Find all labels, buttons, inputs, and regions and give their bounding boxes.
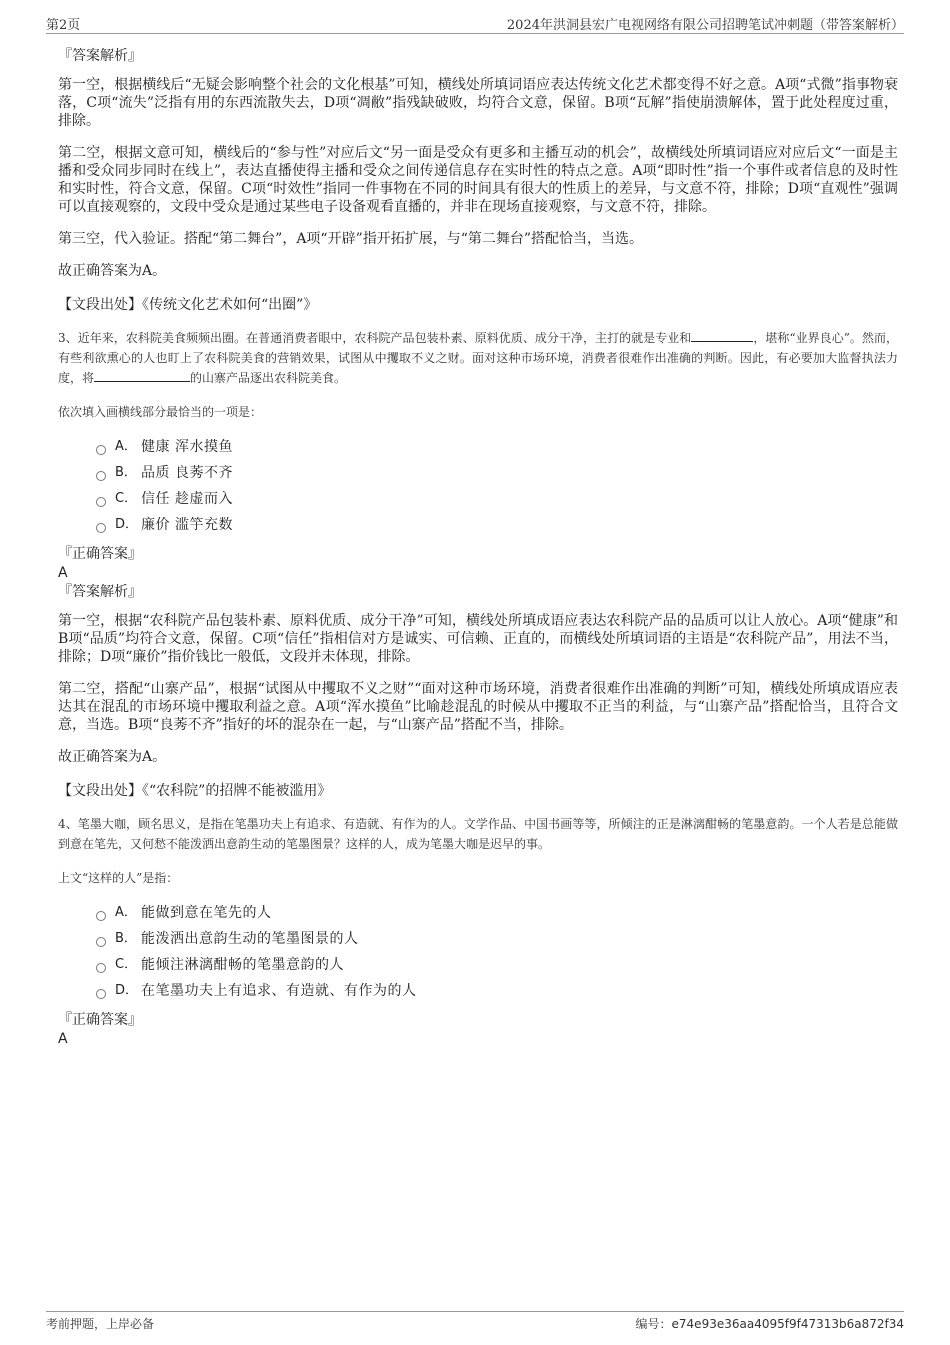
radio-icon[interactable] — [96, 989, 106, 999]
question-text: 笔墨大咖，顾名思义，是指在笔墨功夫上有追求、有造就、有作为的人。文学作品、中国书画等等，所倾注的正是淋漓酣畅的笔墨意韵。一个人若是总能做到意在笔先，又何愁不能泼洒出意韵生动的笔墨图景？这样的人，成为笔墨大咖是迟早的事。 — [58, 817, 898, 851]
footer-slogan: 考前押题，上岸必备 — [46, 1317, 155, 1331]
question-4 — [58, 814, 898, 854]
answer-conclusion: 故正确答案为A。 — [58, 749, 167, 765]
option-text: 廉价 滥竽充数 — [141, 517, 233, 533]
option-d[interactable] — [96, 978, 898, 1004]
radio-icon[interactable] — [96, 497, 106, 507]
radio-icon[interactable] — [96, 471, 106, 481]
question-prompt: 上文“这样的人”是指： — [58, 871, 179, 885]
document-code — [636, 1315, 904, 1332]
option-text: 能泼洒出意韵生动的笔墨图景的人 — [141, 931, 359, 947]
radio-icon[interactable] — [96, 911, 106, 921]
fill-blank — [691, 328, 753, 342]
question-3 — [58, 328, 898, 388]
option-letter: D． — [115, 983, 139, 998]
code-label: 编号： — [635, 1317, 672, 1331]
answer-conclusion: 故正确答案为A。 — [58, 263, 167, 279]
explanation-paragraph: 第一空，根据“农科院产品包装朴素、原料优质、成分干净”可知，横线处所填成语应表达农科院产品的品质可以让人放心。A项“健康”和B项“品质”均符合文意，保留。C项“信任”指相信对方是诚实、可信赖、正直的，而横线处所填词语的主语是“农科院产品”，用法不当，排除；D项“廉价”指价钱比一般低，文段并未体现，排除。 — [58, 613, 898, 665]
question-number: 3、 — [58, 331, 78, 345]
source-citation: 【文段出处】《传统文化艺术如何“出圈”》 — [58, 297, 318, 313]
page-footer — [46, 1311, 904, 1333]
options-list — [96, 900, 898, 1004]
code-value: e74e93e36aa4095f9f47313b6a872f34 — [671, 1317, 904, 1331]
option-letter: C． — [115, 957, 138, 972]
explanation-label: 『答案解析』 — [58, 584, 142, 600]
explanation-paragraph: 第二空，根据文意可知，横线后的“参与性”对应后文“另一面是受众有更多和主播互动的机会”，故横线处所填词语应对应后文“一面是主播和受众同步同时在线上”，表达直播使得主播和受众之间传递信息存在实时性的特点之意。A项“即时性”指一个事件或者信息的及时性和实时性，符合文意，保留。C项“时效性”指同一件事物在不同的时间具有很大的性质上的差异，与文意不符，排除；D项“直观性”强调可以直接观察的，文段中受众是通过某些电子设备观看直播的，并非在现场直接观察，与文意不符，排除。 — [58, 145, 898, 215]
option-a[interactable] — [96, 900, 898, 926]
question-text: ，堪称“业界良心”。然而，有些利欲熏心的人也盯上了农科院美食的营销效果，试图从中攫取不义之财。面对这种市场环境，消费者很难作出准确的判断。因此，有必要加大监督执法力度，将 — [58, 331, 898, 385]
option-letter: A． — [115, 439, 137, 454]
correct-answer-label: 『正确答案』 — [58, 1012, 142, 1028]
option-b[interactable] — [96, 926, 898, 952]
option-text: 在笔墨功夫上有追求、有造就、有作为的人 — [141, 983, 417, 999]
option-letter: B． — [115, 465, 137, 480]
radio-icon[interactable] — [96, 937, 106, 947]
option-text: 能倾注淋漓酣畅的笔墨意韵的人 — [141, 957, 344, 973]
option-letter: A． — [115, 905, 137, 920]
explanation-paragraph: 第三空，代入验证。搭配“第二舞台”，A项“开辟”指开拓扩展，与“第二舞台”搭配恰当，当选。 — [58, 231, 644, 247]
option-letter: B． — [115, 931, 137, 946]
option-text: 信任 趁虚而入 — [141, 491, 233, 507]
option-letter: C． — [115, 491, 138, 506]
fill-blank — [94, 368, 190, 382]
correct-answer-label: 『正确答案』 — [58, 546, 142, 562]
correct-answer-block — [58, 1010, 898, 1048]
question-number: 4、 — [58, 817, 78, 831]
options-list — [96, 434, 898, 538]
option-d[interactable] — [96, 512, 898, 538]
option-b[interactable] — [96, 460, 898, 486]
explanation-paragraph: 第一空，根据横线后“无疑会影响整个社会的文化根基”可知，横线处所填词语应表达传统文化艺术都变得不好之意。A项“式微”指事物衰落，C项“流失”泛指有用的东西流散失去，D项“凋敝”指残缺破败，均符合文意，保留。B项“瓦解”指使崩溃解体，置于此处程度过重，排除。 — [58, 77, 898, 129]
radio-icon[interactable] — [96, 523, 106, 533]
explanation-label: 『答案解析』 — [58, 48, 142, 64]
document-title: 2024年洪洞县宏广电视网络有限公司招聘笔试冲刺题（带答案解析） — [506, 18, 904, 33]
page-content — [58, 46, 898, 1048]
question-text: 的山寨产品逐出农科院美食。 — [190, 371, 347, 385]
question-text: 近年来，农科院美食频频出圈。在普通消费者眼中，农科院产品包装朴素、原料优质、成分干净，主打的就是专业和 — [77, 331, 692, 345]
explanation-paragraph: 第二空，搭配“山寨产品”，根据“试图从中攫取不义之财”“面对这种市场环境，消费者很难作出准确的判断”可知，横线处所填成语应表达其在混乱的市场环境中攫取利益之意。A项“浑水摸鱼”比喻趁混乱的时候从中攫取不正当的利益，与“山寨产品”搭配恰当，且符合文意，当选。B项“良莠不齐”指好的坏的混杂在一起，与“山寨产品”搭配不当，排除。 — [58, 681, 898, 733]
option-text: 能做到意在笔先的人 — [141, 905, 272, 921]
option-text: 健康 浑水摸鱼 — [141, 439, 233, 455]
radio-icon[interactable] — [96, 445, 106, 455]
source-citation: 【文段出处】《“农科院”的招牌不能被滥用》 — [58, 783, 332, 799]
option-a[interactable] — [96, 434, 898, 460]
option-c[interactable] — [96, 952, 898, 978]
radio-icon[interactable] — [96, 963, 106, 973]
question-prompt: 依次填入画横线部分最恰当的一项是： — [58, 405, 263, 419]
page-number: 第2页 — [46, 18, 81, 33]
page-header — [46, 14, 904, 34]
option-text: 品质 良莠不齐 — [141, 465, 233, 481]
correct-answer-block — [58, 544, 898, 602]
option-c[interactable] — [96, 486, 898, 512]
correct-answer-value: A — [58, 1031, 68, 1047]
option-letter: D． — [115, 517, 139, 532]
correct-answer-value: A — [58, 565, 68, 581]
